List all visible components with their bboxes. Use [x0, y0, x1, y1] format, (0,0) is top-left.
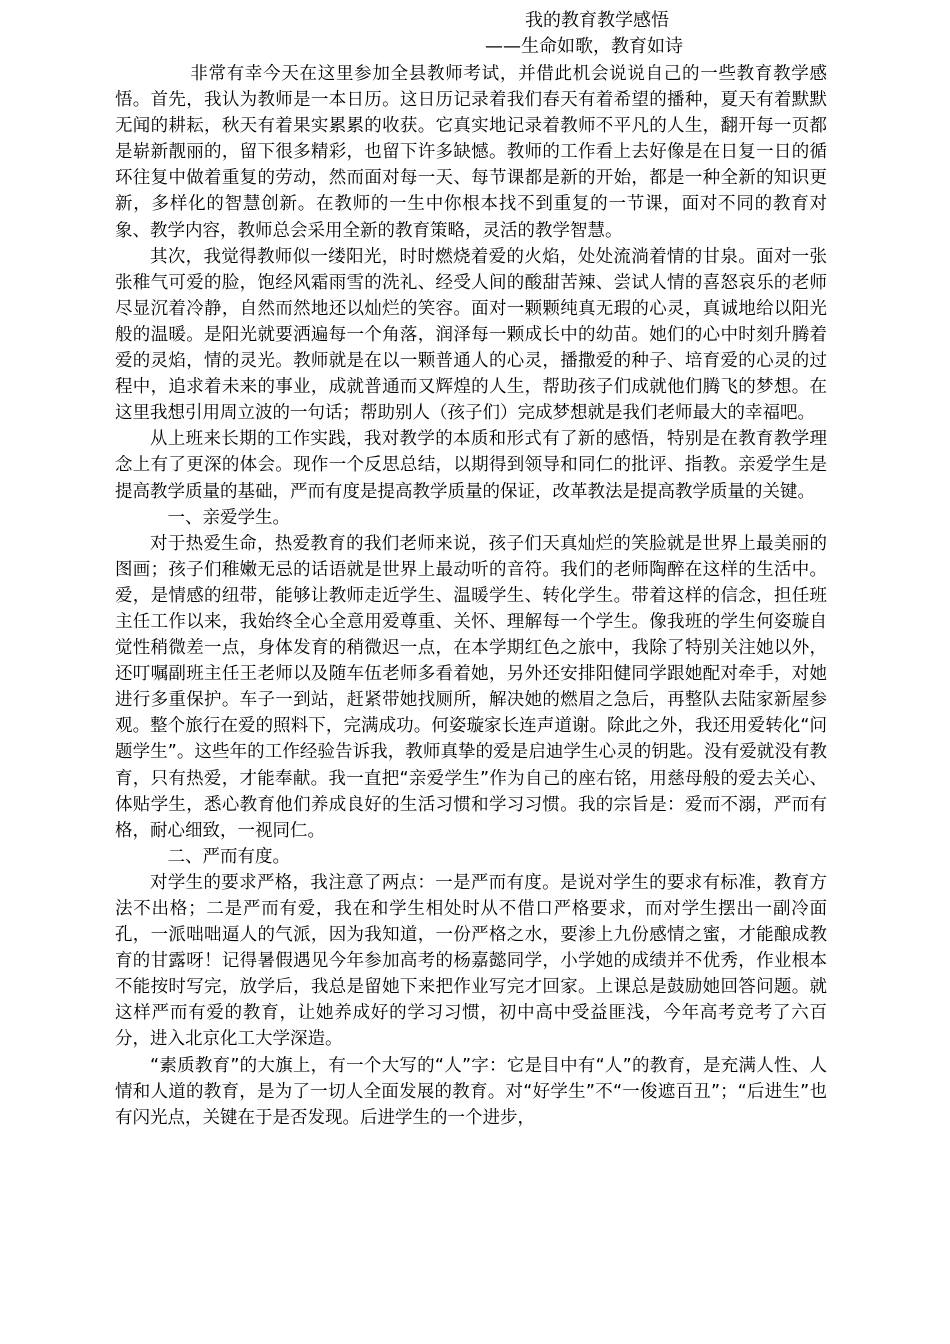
section-heading-love-students: 一、亲爱学生。	[167, 507, 290, 528]
paragraph-reflection: 从上班来长期的工作实践，我对教学的本质和形式有了新的感悟，特别是在教育教学理念上有了更深的体会。现作一个反思总结，以期得到领导和同仁的批评、指教。亲爱学生是提高教学质量的基础，严而有度是提高教学质量的保证，改革教法是提高教学质量的关键。	[115, 429, 827, 502]
document-subtitle: ——生命如歌，教育如诗	[485, 36, 683, 57]
paragraph-quality-education: “素质教育”的大旗上，有一个大写的“人”字：它是目中有“人”的教育，是充满人性、人情和人道的教育，是为了一切人全面发展的教育。对“好学生”不“一俊遮百丑”；“后进生”也有闪光点，关键在于是否发现。后进学生的一个进步，	[115, 1055, 827, 1128]
document-body	[115, 61, 827, 1131]
paragraph-strict-moderation: 对学生的要求严格，我注意了两点：一是严而有度。是说对学生的要求有标准，教育方法不出格；二是严而有爱，我在和学生相处时从不借口严格要求，而对学生摆出一副冷面孔，一派咄咄逼人的气派，因为我知道，一份严格之水，要渗上九份感情之蜜，才能酿成教育的甘露呀！记得暑假遇见今年参加高考的杨嘉懿同学，小学她的成绩并不优秀，作业根本不能按时写完，放学后，我总是留她下来把作业写完才回家。上课总是鼓励她回答问题。就这样严而有爱的教育，让她养成好的学习习惯，初中高中受益匪浅，今年高考竞考了六百分，进入北京化工大学深造。	[115, 872, 827, 1050]
paragraph-sunshine: 其次，我觉得教师似一缕阳光，时时燃烧着爱的火焰，处处流淌着情的甘泉。面对一张张稚气可爱的脸，饱经风霜雨雪的洗礼、经受人间的酸甜苦辣、尝试人情的喜怒哀乐的老师尽显沉着冷静，自然而然地还以灿烂的笑容。面对一颗颗纯真无瑕的心灵，真诚地给以阳光般的温暖。是阳光就要洒遍每一个角落，润泽每一颗成长中的幼苗。她们的心中时刻升腾着爱的灵焰，情的灵光。教师就是在以一颗普通人的心灵，播撒爱的种子、培育爱的心灵的过程中，追求着未来的事业，成就普通而又辉煌的人生，帮助孩子们成就他们腾飞的梦想。在这里我想引用周立波的一句话；帮助别人（孩子们）完成梦想就是我们老师最大的幸福吧。	[115, 246, 827, 424]
paragraph-love-students: 对于热爱生命，热爱教育的我们老师来说，孩子们天真灿烂的笑脸就是世界上最美丽的图画；孩子们稚嫩无忌的话语就是世界上最动听的音符。我们的老师陶醉在这样的生活中。爱，是情感的纽带，能够让教师走近学生、温暖学生、转化学生。带着这样的信念，担任班主任工作以来，我始终全心全意用爱尊重、关怀、理解每一个学生。像我班的学生何姿璇自觉性稍微差一点，身体发育的稍微迟一点，在本学期红色之旅中，我除了特别关注她以外，还叮嘱副班主任王老师以及随车伍老师多看着她，另外还安排阳健同学跟她配对牵手，对她进行多重保护。车子一到站，赶紧带她找厕所，解决她的燃眉之急后，再整队去陆家新屋参观。整个旅行在爱的照料下，完满成功。何姿璇家长连声道谢。除此之外，我还用爱转化“问题学生”。这些年的工作经验告诉我，教师真挚的爱是启迪学生心灵的钥匙。没有爱就没有教育，只有热爱，才能奉献。我一直把“亲爱学生”作为自己的座右铭，用慈母般的爱去关心、体贴学生，悉心教育他们养成良好的生活习惯和学习习惯。我的宗旨是：爱而不溺，严而有格，耐心细致，一视同仁。	[115, 533, 827, 841]
paragraph-intro: 非常有幸今天在这里参加全县教师考试，并借此机会说说自己的一些教育教学感悟。首先，我认为教师是一本日历。这日历记录着我们春天有着希望的播种，夏天有着默默无闻的耕耘，秋天有着果实累累的收获。它真实地记录着教师不平凡的人生，翻开每一页都是崭新靓丽的，留下很多精彩，也留下许多缺憾。教师的工作看上去好像是在日复一日的循环往复中做着重复的劳动，然而面对每一天、每节课都是新的开始，都是一种全新的知识更新，多样化的智慧创新。在教师的一生中你根本找不到重复的一节课，面对不同的教育对象、教学内容，教师总会采用全新的教育策略，灵活的教学智慧。	[115, 64, 827, 241]
document-title: 我的教育教学感悟	[525, 10, 669, 31]
section-heading-strict-moderation: 二、严而有度。	[167, 846, 290, 867]
